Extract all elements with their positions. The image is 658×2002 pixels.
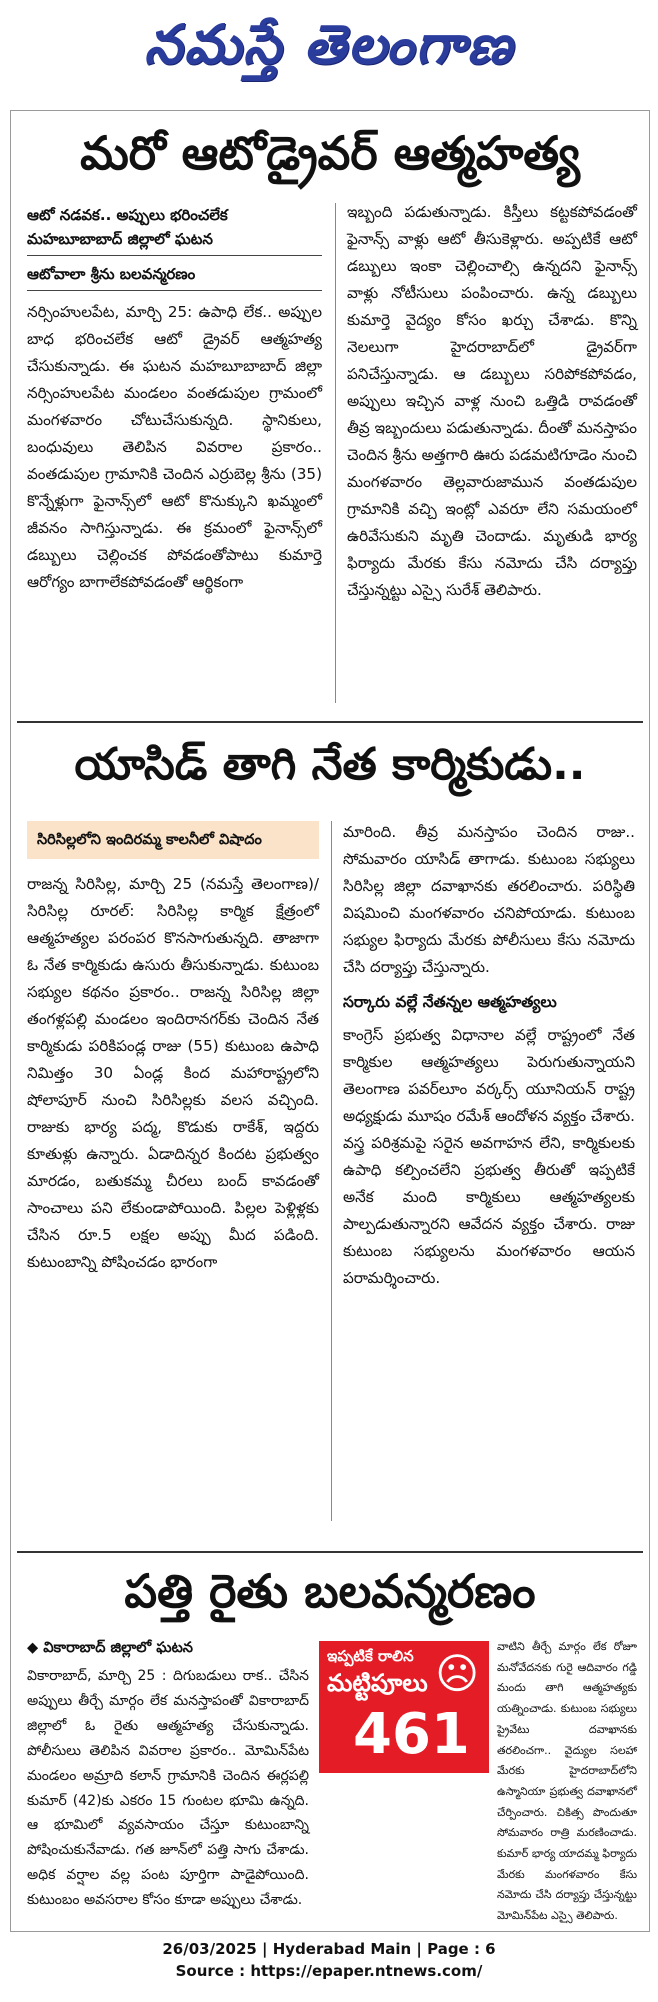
article-body: వికారాబాద్, మార్చి 25 : దిగుబడులు రాక.. చేసిన అప్పులు తీర్చే మార్గం లేక మనస్తాపంతో వికారాబాద్ జిల్లాలో ఓ రైతు ఆత్మహత్య చేసుకున్నాడు. పోలీసులు తెలిపిన వివరాల ప్రకారం.. మోమిన్‌పేట మండలం అమ్రాది కలాన్ గ్రామానికి చెందిన ఈర్లపల్లి కుమార్ (42)కు ఎకరం 15 గుంటల భూమి ఉన్నది. ఆ భూమిలో వ్యవసాయం చేస్తూ కుటుంబాన్ని పోషించుకునేవాడు. గత జూన్‌లో పత్తి సాగు చేశాడు. అధిక వర్షాల వల్ల పంట పూర్తిగా పాడైపోయింది. కుటుంబం అవసరాల కోసం కూడా అప్పులు చేశాడు. <box>27 1668 309 1909</box>
article-body: కాంగ్రెస్ ప్రభుత్వ విధానాల వల్లే రాష్ట్రంలో నేత కార్మికుల ఆత్మహత్యలు పెరుగుతున్నాయని తెలంగాణ పవర్‌లూం వర్కర్స్ యూనియన్ రాష్ట్ర అధ్యక్షుడు మూషం రమేశ్ ఆందోళన వ్యక్తం చేశారు. వస్త్ర పరిశ్రమపై సరైన అవగాహన లేని, కార్మికులకు ఉపాధి కల్పించలేని ప్రభుత్వ తీరుతో ఇప్పటికే అనేక మంది కార్మికులు ఆత్మహత్యలకు పాల్పడుతున్నారని ఆవేదన వ్యక్తం చేశారు. రాజు కుటుంబ సభ్యులను మంగళవారం ఆయన పరామర్శించారు. <box>343 1026 635 1287</box>
article-deck: మహబూబాబాద్ జిల్లాలో ఘటన <box>27 230 213 248</box>
death-count-number: 461 <box>353 1702 470 1767</box>
column-divider <box>335 203 336 703</box>
divider <box>27 255 322 256</box>
article-deck: ఆటో నడవక.. అప్పులు భరించలేక <box>27 206 228 224</box>
article-body: నర్సింహులపేట, మార్చి 25: ఉపాధి లేక.. అప్పుల బాధ భరించలేక ఆటో డ్రైవర్ ఆత్మహత్య చేసుకున్నాడు. ఈ ఘటన మహబూబాబాద్ జిల్లా నర్సింహులపేట మండలం వంతడుపుల గ్రామంలో మంగళవారం చోటుచేసుకున్నది. స్థానికులు, బంధువులు తెలిపిన వివరాల ప్రకారం.. వంతడుపుల గ్రామానికి చెందిన ఎర్రుబెల్ల శ్రీను (35) కొన్నేళ్లుగా ఫైనాన్స్‌లో ఆటో కొనుక్కుని ఖమ్మంలో జీవనం సాగిస్తున్నాడు. ఈ క్రమంలో ఫైనాన్స్‌లో డబ్బులు చెల్లించక పోవడంతోపాటు కుమార్తె ఆరోగ్యం బాగాలేకపోవడంతో ఆర్థికంగా <box>27 303 322 591</box>
article-strap: ◆ వికారాబాద్ జిల్లాలో ఘటన <box>27 1640 193 1656</box>
article-body: ఇబ్బంది పడుతున్నాడు. కిస్తీలు కట్టకపోవడంతో ఫైనాన్స్ వాళ్లు ఆటో తీసుకెళ్లారు. అప్పటికే ఆటో డబ్బులు ఇంకా చెల్లించాల్సి ఉన్నదని ఫైనాన్స్ వాళ్లు నోటీసులు పంపించారు. ఉన్న డబ్బులు కుమార్తె వైద్యం కోసం ఖర్చు చేశాడు. కొన్ని నెలలుగా హైదరాబాద్‌లో డ్రైవర్‌గా పనిచేస్తున్నాడు. ఆ డబ్బులు సరిపోకపోవడం, అప్పులు ఇచ్చిన వాళ్ల నుంచి ఒత్తిడి రావడంతో తీవ్ర ఇబ్బందులు పడుతున్నాడు. దీంతో మనస్తాపం చెందిన శ్రీను అత్తగారి ఊరు పడమటిగూడెం నుంచి మంగళవారం తెల్లవారుజామున వంతడుపుల గ్రామానికి వచ్చి ఇంట్లో ఎవరూ లేని సమయంలో ఉరివేసుకుని మృతి చెందాడు. మృతుడి భార్య ఫిర్యాదు మేరకు కేసు నమోదు చేసి దర్యాప్తు చేస్తున్నట్టు ఎస్సై సురేశ్ తెలిపారు. <box>347 203 637 599</box>
divider <box>27 290 322 291</box>
newspaper-logo: నమస్తే తెలంగాణ <box>144 13 514 76</box>
article-column <box>27 1637 309 1913</box>
article-weaver <box>11 723 649 1543</box>
article-column <box>497 1637 637 1927</box>
graphic-caption: ఇప్పటికే రాలిన <box>327 1647 414 1665</box>
article-body: రాజన్న సిరిసిల్ల, మార్చి 25 (నమస్తే తెలంగాణ)/ సిరిసిల్ల రూరల్: సిరిసిల్ల కార్మిక క్షేత్రంలో ఆత్మహత్యల పరంపర కొనసాగుతున్నది. తాజాగా ఓ నేత కార్మికుడు ఉసురు తీసుకున్నాడు. కుటుంబ సభ్యుల కథనం ప్రకారం.. రాజన్న సిరిసిల్ల జిల్లా తంగళ్లపల్లి మండలం ఇందిరానగర్‌కు చెందిన నేత కార్మికుడు పరికిపండ్ల రాజు (55) కుటుంబ ఉపాధి నిమిత్తం 30 ఏండ్ల కింద మహారాష్ట్రలోని షోలాపూర్ నుంచి సిరిసిల్లకు వలస వచ్చింది. రాజుకు భార్య పద్మ, కొడుకు రాకేశ్, ఇద్దరు కూతుళ్లు ఉన్నారు. ఏడాదిన్నర కిందట ప్రభుత్వం మారడం, బతుకమ్మ చీరలు బంద్ కావడంతో సాంచాలు పని లేకుండాపోయింది. పిల్లల పెళ్లిళ్లకు చేసిన రూ.5 లక్షల అప్పు మీద పడింది. కుటుంబాన్ని పోషించడం భారంగా <box>27 875 319 1271</box>
article-deck: ఆటోవాలా శ్రీను బలవన్మరణం <box>27 265 196 283</box>
source-url: Source : https://epaper.ntnews.com/ <box>175 1962 483 1980</box>
article-subhead: సర్కారు వల్లే నేతన్నల ఆత్మహత్యలు <box>343 993 557 1011</box>
farmer-silhouette-icon: ☹ <box>435 1649 479 1698</box>
article-strap: సిరిసిల్లలోని ఇందిరమ్మ కాలనీలో విషాదం <box>27 821 319 859</box>
article-column <box>343 819 635 1292</box>
article-body: మారింది. తీవ్ర మనస్తాపం చెందిన రాజు.. సోమవారం యాసిడ్ తాగాడు. కుటుంబ సభ్యులు సిరిసిల్ల జిల్లా దవాఖానకు తరలించారు. పరిస్థితి విషమించి మంగళవారం చనిపోయాడు. కుటుంబ సభ్యుల ఫిర్యాదు మేరకు పోలీసులు కేసు నమోదు చేసి దర్యాప్తు చేస్తున్నారు. <box>343 823 635 976</box>
article-auto-driver <box>11 111 649 711</box>
article-column <box>347 199 637 604</box>
graphic-title: మట్టిపూలు <box>327 1669 428 1697</box>
newspaper-clipping <box>10 110 650 1932</box>
article-headline: మరో ఆటోడ్రైవర్ ఆత్మహత్య <box>80 126 580 180</box>
column-divider <box>331 821 332 1521</box>
article-headline: యాసిడ్ తాగి నేత కార్మికుడు.. <box>74 739 586 790</box>
masthead <box>0 0 658 96</box>
article-column <box>27 203 322 596</box>
page-footer <box>0 1938 658 1982</box>
publication-date-edition: 26/03/2025 | Hyderabad Main | Page : 6 <box>162 1940 496 1958</box>
article-column <box>27 821 319 1276</box>
death-count-graphic <box>319 1641 489 1773</box>
article-headline: పత్తి రైతు బలవన్మరణం <box>124 1564 536 1618</box>
article-body: వాటిని తీర్చే మార్గం లేక రోజూ మనోవేదనకు గురై ఆదివారం గడ్డి మందు తాగి ఆత్మహత్యకు యత్నించాడు. కుటుంబ సభ్యులు ప్రైవేటు దవాఖానకు తరలించగా.. వైద్యుల సలహా మేరకు హైదరాబాద్‌లోని ఉస్మానియా ప్రభుత్వ దవాఖానలో చేర్పించారు. చికిత్స పొందుతూ సోమవారం రాత్రి మరణించాడు. కుమార్ భార్య యాదమ్మ ఫిర్యాదు మేరకు మంగళవారం కేసు నమోదు చేసి దర్యాప్తు చేస్తున్నట్టు మోమిన్‌పేట ఎస్సై తెలిపారు. <box>497 1640 637 1923</box>
article-cotton-farmer <box>11 1553 649 1931</box>
